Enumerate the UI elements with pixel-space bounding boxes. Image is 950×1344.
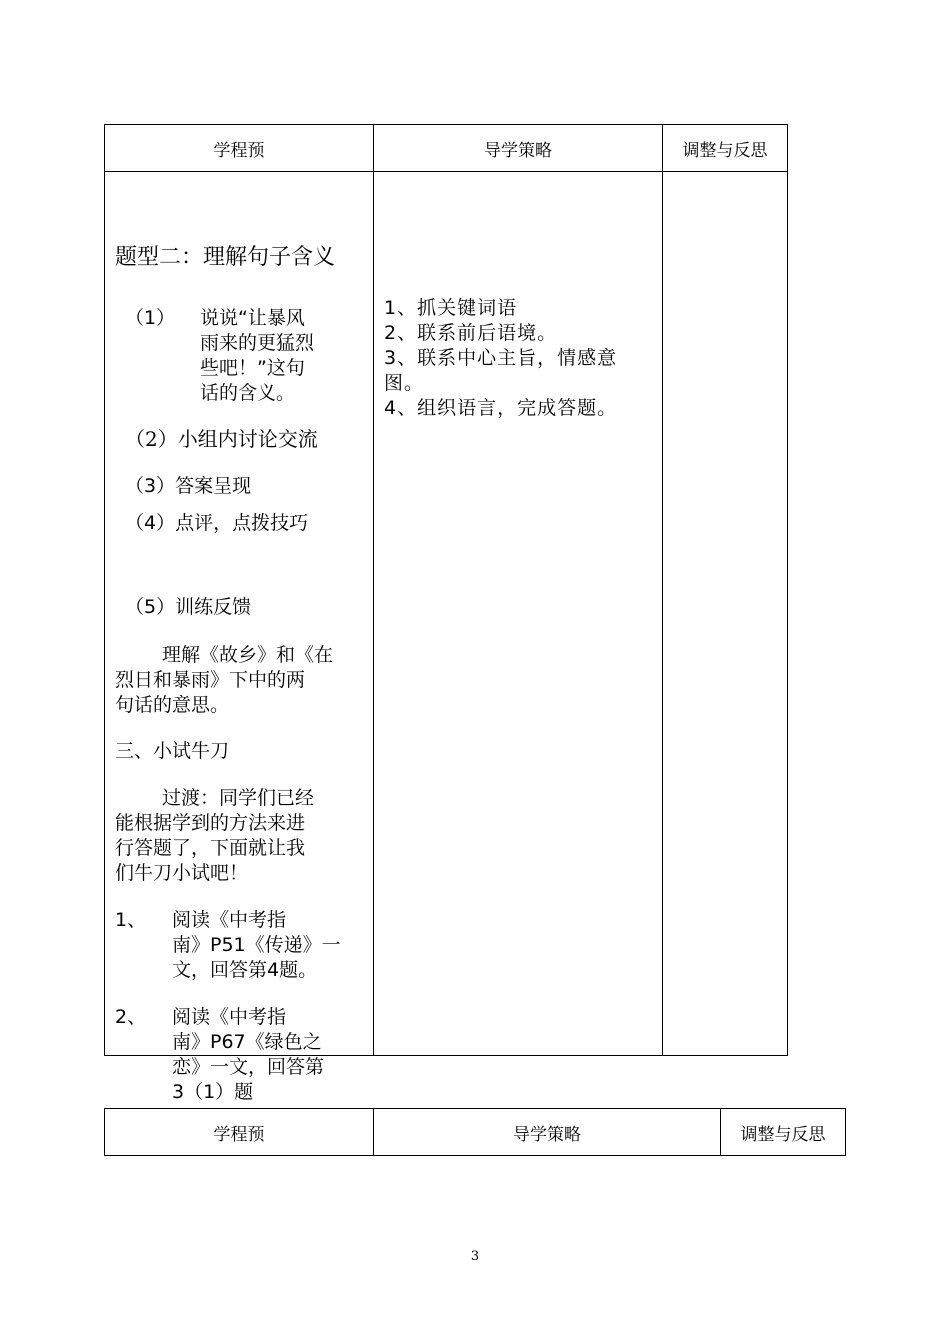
transition-line-2: 能根据学到的方法来进 (115, 812, 306, 834)
strategy-item-2: 2、联系前后语境。 (384, 322, 558, 344)
table-header-row (105, 125, 788, 172)
section-heading: 题型二：理解句子含义 (115, 245, 336, 270)
table2-header-adjust-reflect: 调整与反思 (721, 1109, 846, 1156)
item3: （3）答案呈现 (125, 475, 252, 497)
practice-line-2: 烈日和暴雨》下中的两 (115, 669, 306, 691)
table2-header-study-process: 学程预 (105, 1109, 374, 1156)
task2-line-1: 阅读《中考指 (172, 1006, 287, 1028)
table-body-row (105, 172, 788, 1056)
task1-number: 1、 (115, 909, 147, 931)
strategy-item-3-cont: 图。 (384, 372, 425, 394)
task1-line-1: 阅读《中考指 (172, 909, 287, 931)
practice-line-1: 理解《故乡》和《在 (162, 644, 334, 666)
item1-line-1: 说说“让暴风 (200, 307, 305, 329)
transition-line-1: 过渡：同学们已经 (162, 787, 315, 809)
task1-line-3: 文，回答第4题。 (172, 959, 318, 981)
task2-number: 2、 (115, 1006, 147, 1028)
task2-line-4: 3（1）题 (172, 1081, 254, 1103)
strategy-list (384, 296, 617, 421)
item1-line-3: 些吧！”这句 (200, 357, 305, 379)
item5: （5）训练反馈 (125, 596, 252, 618)
table2-header-row (105, 1109, 846, 1156)
header-adjust-reflect: 调整与反思 (663, 125, 788, 172)
page-number: 3 (470, 1249, 480, 1264)
transition-line-3: 行答题了，下面就让我 (115, 837, 306, 859)
item1-line-4: 话的含义。 (200, 382, 296, 404)
guidance-strategy-cell (374, 172, 663, 1056)
adjust-reflect-cell (663, 172, 788, 1056)
item2: （2）小组内讨论交流 (125, 427, 318, 451)
task2-line-3: 恋》一文，回答第 (172, 1056, 325, 1078)
item1-line-2: 雨来的更猛烈 (200, 332, 315, 354)
strategy-item-1: 1、抓关键词语 (384, 297, 518, 319)
table2-header-guidance-strategy: 导学策略 (374, 1109, 721, 1156)
strategy-item-3: 3、联系中心主旨，情感意 (384, 347, 618, 369)
item4: （4）点评，点拨技巧 (125, 512, 309, 534)
task1-line-2: 南》P51《传递》一 (172, 934, 341, 956)
header-study-process: 学程预 (105, 125, 374, 172)
item1-number: （1） (125, 307, 176, 329)
lesson-plan-table (104, 124, 788, 1103)
practice-line-3: 句话的意思。 (115, 694, 230, 716)
transition-line-4: 们牛刀小试吧！ (115, 862, 249, 884)
header-guidance-strategy: 导学策略 (374, 125, 663, 172)
strategy-item-4: 4、组织语言，完成答题。 (384, 397, 618, 419)
study-process-cell (105, 172, 374, 1103)
lesson-plan-table-2 (104, 1108, 846, 1156)
section3-heading: 三、小试牛刀 (115, 740, 230, 762)
task2-line-2: 南》P67《绿色之 (172, 1031, 322, 1053)
